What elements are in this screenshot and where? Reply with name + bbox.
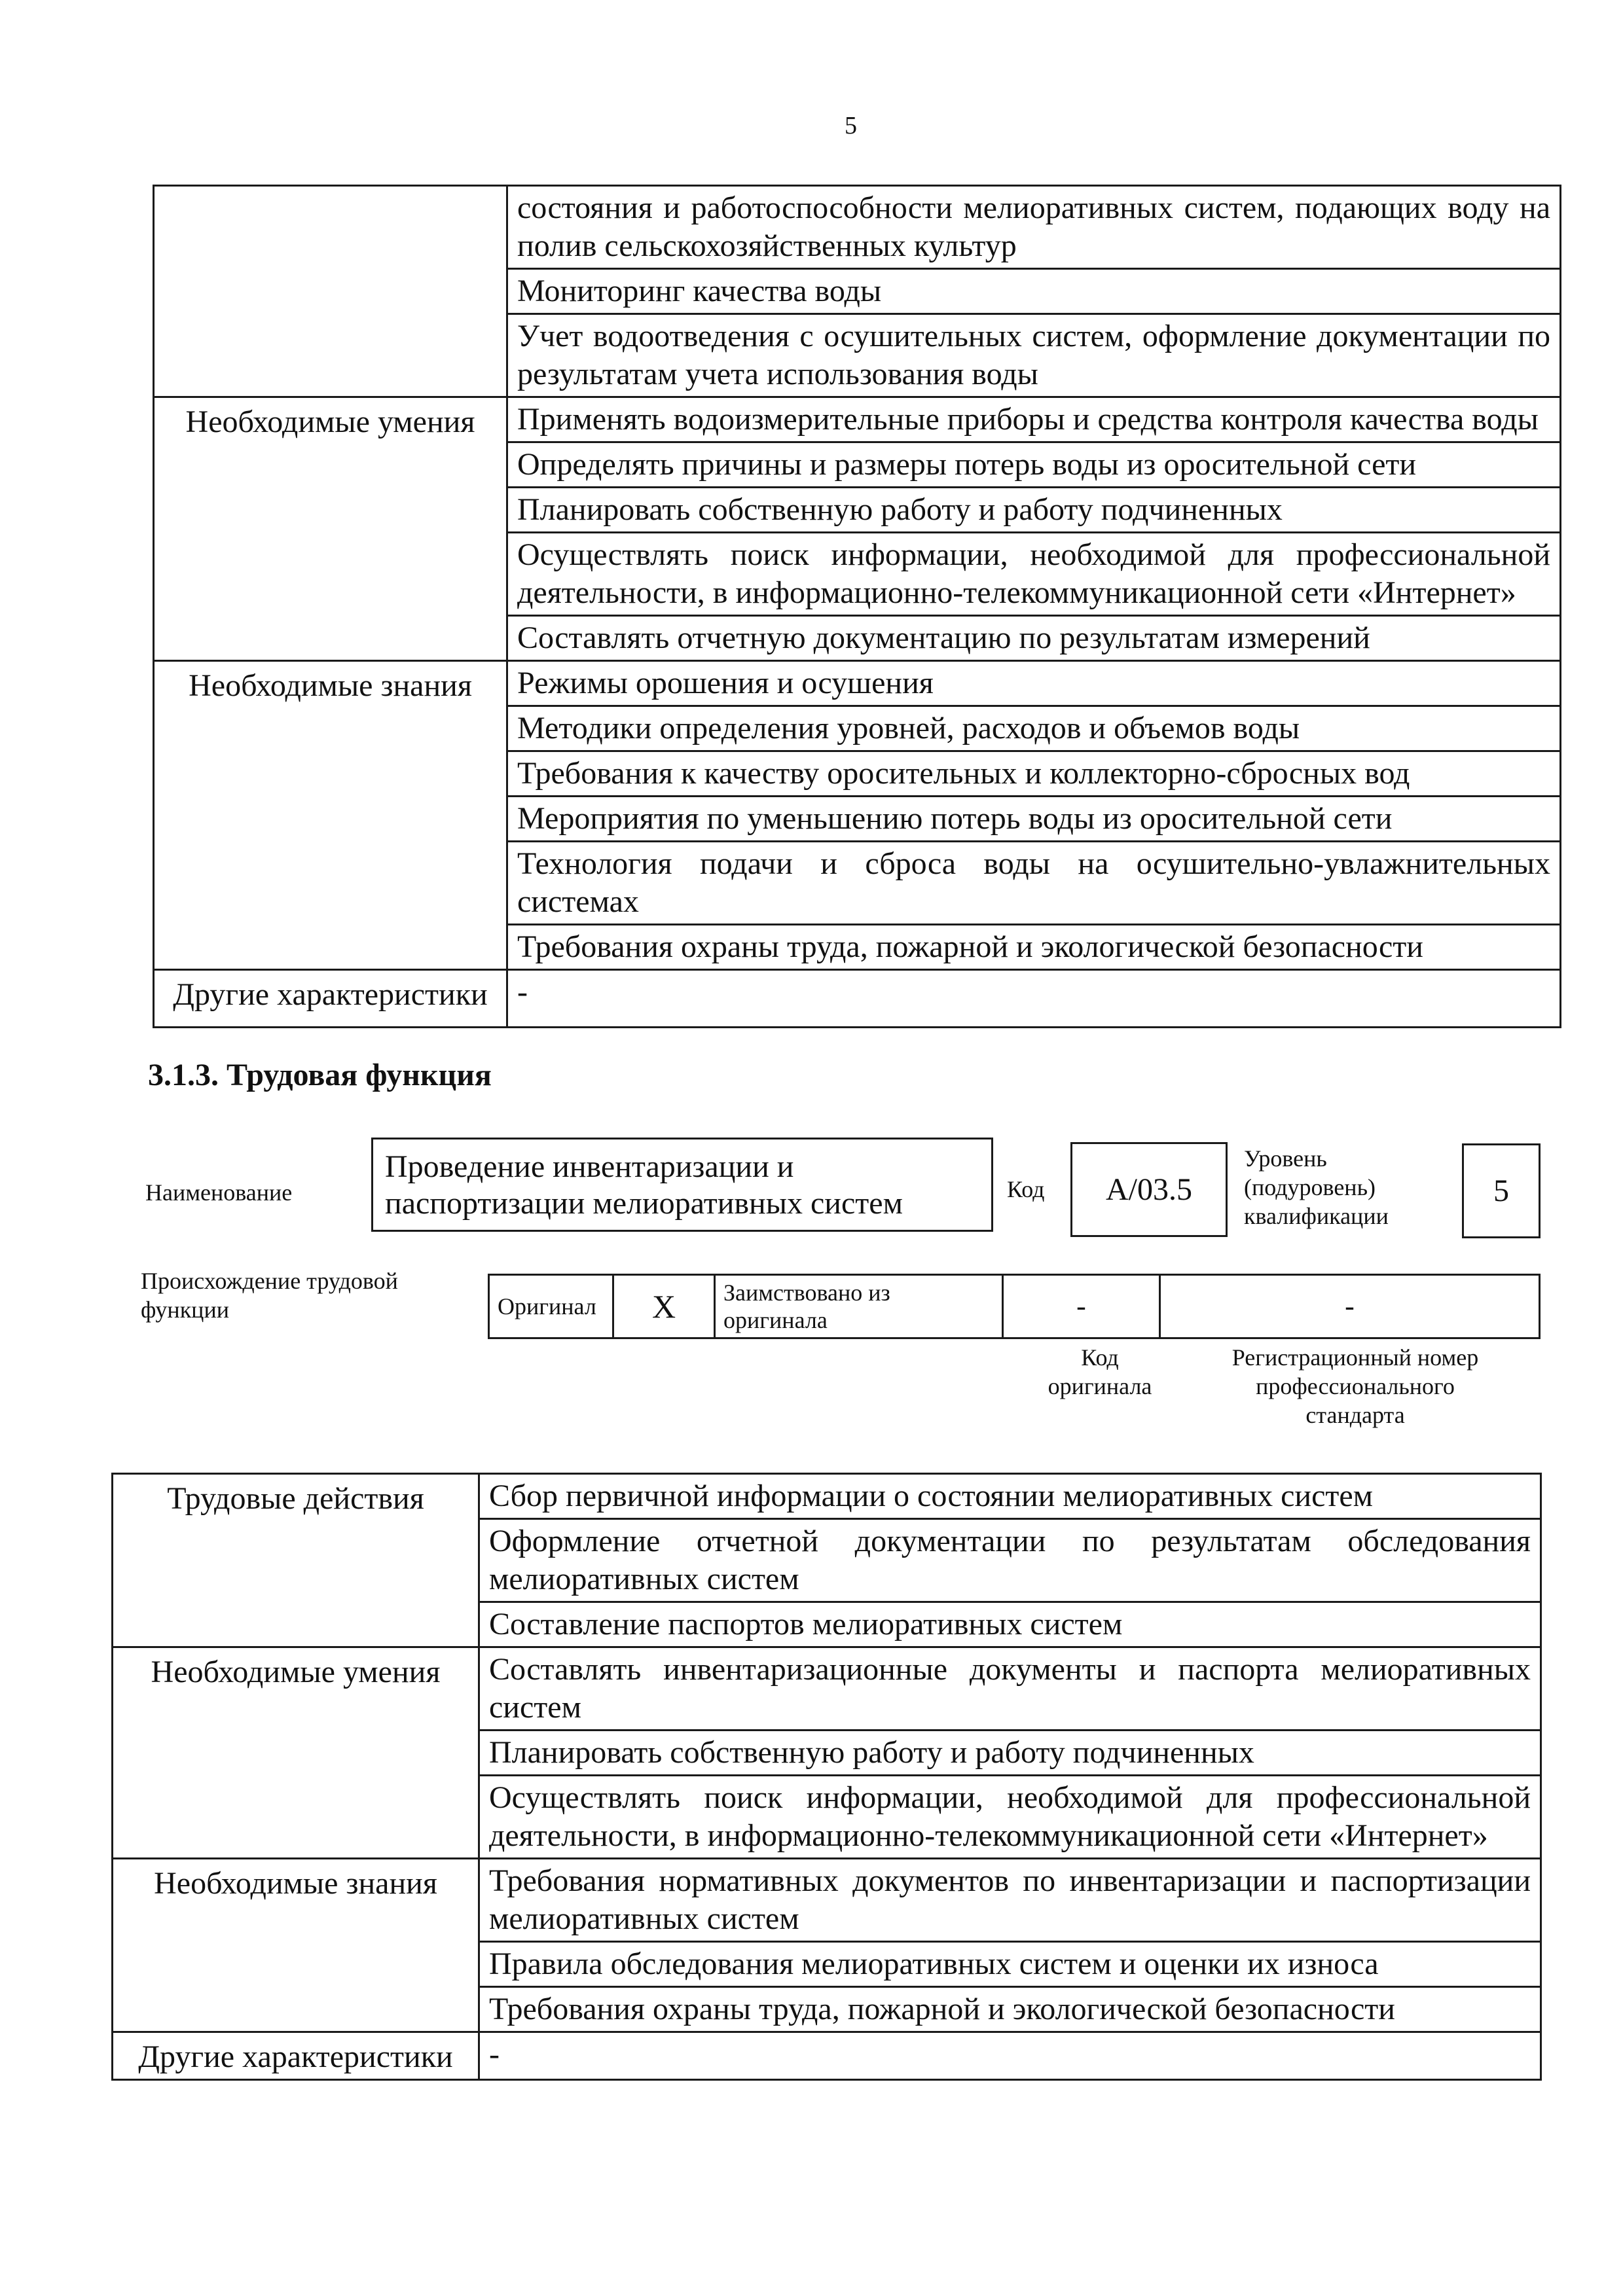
table-row bbox=[154, 661, 1561, 706]
table-cell: Составлять инвентаризационные документы и паспорта мелиоративных систем bbox=[479, 1647, 1541, 1731]
table-row bbox=[489, 1275, 1540, 1338]
row-label: Необходимые знания bbox=[154, 661, 507, 970]
table-cell: Планировать собственную работу и работу подчиненных bbox=[479, 1731, 1541, 1776]
table-cell: Требования к качеству оросительных и коллекторно-сбросных вод bbox=[507, 751, 1561, 797]
table-cell: Требования нормативных документов по инвентаризации и паспортизации мелиоративных систем bbox=[479, 1859, 1541, 1942]
table-cell: Осуществлять поиск информации, необходимой для профессиональной деятельности, в информационно-телекоммуникационной сети «Интернет» bbox=[507, 533, 1561, 616]
table-cell: Требования охраны труда, пожарной и экологической безопасности bbox=[479, 1987, 1541, 2032]
table-row bbox=[154, 397, 1561, 442]
table-cell: Сбор первичной информации о состоянии мелиоративных систем bbox=[479, 1474, 1541, 1519]
table-cell: Мероприятия по уменьшению потерь воды из оросительной сети bbox=[507, 797, 1561, 842]
bottom-characteristics-table bbox=[111, 1473, 1542, 2081]
table-cell: Оформление отчетной документации по результатам обследования мелиоративных систем bbox=[479, 1519, 1541, 1602]
origin-table bbox=[488, 1274, 1541, 1339]
origin-code-cell: - bbox=[1003, 1275, 1160, 1338]
caption-code-original: Код оригинала bbox=[1048, 1344, 1152, 1399]
row-label bbox=[154, 186, 507, 397]
table-row bbox=[154, 186, 1561, 269]
table-row bbox=[113, 1647, 1541, 1731]
row-label: Необходимые умения bbox=[113, 1647, 479, 1859]
row-label: Другие характеристики bbox=[113, 2032, 479, 2080]
table-row bbox=[113, 2032, 1541, 2080]
table-cell: - bbox=[479, 2032, 1541, 2080]
function-code-box: А/03.5 bbox=[1070, 1142, 1228, 1237]
table-cell: Технология подачи и сброса воды на осушительно-увлажнительных системах bbox=[507, 842, 1561, 925]
level-label: Уровень (подуровень) квалификации bbox=[1244, 1145, 1389, 1229]
page-number: 5 bbox=[845, 112, 857, 139]
row-label: Необходимые умения bbox=[154, 397, 507, 661]
origin-label: Происхождение трудовой функции bbox=[141, 1268, 398, 1323]
row-label: Необходимые знания bbox=[113, 1859, 479, 2032]
table-row bbox=[113, 1474, 1541, 1519]
table-cell: состояния и работоспособности мелиоративных систем, подающих воду на полив сельскохозяйственных культур bbox=[507, 186, 1561, 269]
table-row bbox=[154, 970, 1561, 1028]
top-characteristics-table bbox=[153, 185, 1561, 1028]
table-cell: Определять причины и размеры потерь воды из оросительной сети bbox=[507, 442, 1561, 488]
caption-registration-number: Регистрационный номер профессионального стандарта bbox=[1231, 1344, 1479, 1428]
table-cell: Учет водоотведения с осушительных систем, оформление документации по результатам учета использования воды bbox=[507, 314, 1561, 397]
origin-borrowed-cell: Заимствовано из оригинала bbox=[715, 1275, 1003, 1338]
table-cell: Осуществлять поиск информации, необходимой для профессиональной деятельности, в информационно-телекоммуникационной сети «Интернет» bbox=[479, 1776, 1541, 1859]
origin-reg-cell: - bbox=[1160, 1275, 1540, 1338]
table-cell: - bbox=[507, 970, 1561, 1028]
name-label: Наименование bbox=[145, 1179, 293, 1206]
row-label: Трудовые действия bbox=[113, 1474, 479, 1647]
table-cell: Правила обследования мелиоративных систем и оценки их износа bbox=[479, 1942, 1541, 1987]
table-cell: Мониторинг качества воды bbox=[507, 269, 1561, 314]
table-cell: Применять водоизмерительные приборы и средства контроля качества воды bbox=[507, 397, 1561, 442]
section-heading: 3.1.3. Трудовая функция bbox=[148, 1058, 492, 1092]
table-cell: Режимы орошения и осушения bbox=[507, 661, 1561, 706]
table-row bbox=[113, 1859, 1541, 1942]
table-cell: Планировать собственную работу и работу подчиненных bbox=[507, 488, 1561, 533]
origin-original-cell: Оригинал bbox=[489, 1275, 613, 1338]
table-cell: Составлять отчетную документацию по результатам измерений bbox=[507, 616, 1561, 661]
level-box: 5 bbox=[1462, 1143, 1541, 1238]
code-label: Код bbox=[1007, 1176, 1045, 1202]
table-cell: Составление паспортов мелиоративных систем bbox=[479, 1602, 1541, 1647]
function-name-box: Проведение инвентаризации и паспортизации мелиоративных систем bbox=[371, 1138, 993, 1232]
origin-mark-cell: X bbox=[613, 1275, 715, 1338]
table-cell: Методики определения уровней, расходов и объемов воды bbox=[507, 706, 1561, 751]
table-cell: Требования охраны труда, пожарной и экологической безопасности bbox=[507, 925, 1561, 970]
row-label: Другие характеристики bbox=[154, 970, 507, 1028]
